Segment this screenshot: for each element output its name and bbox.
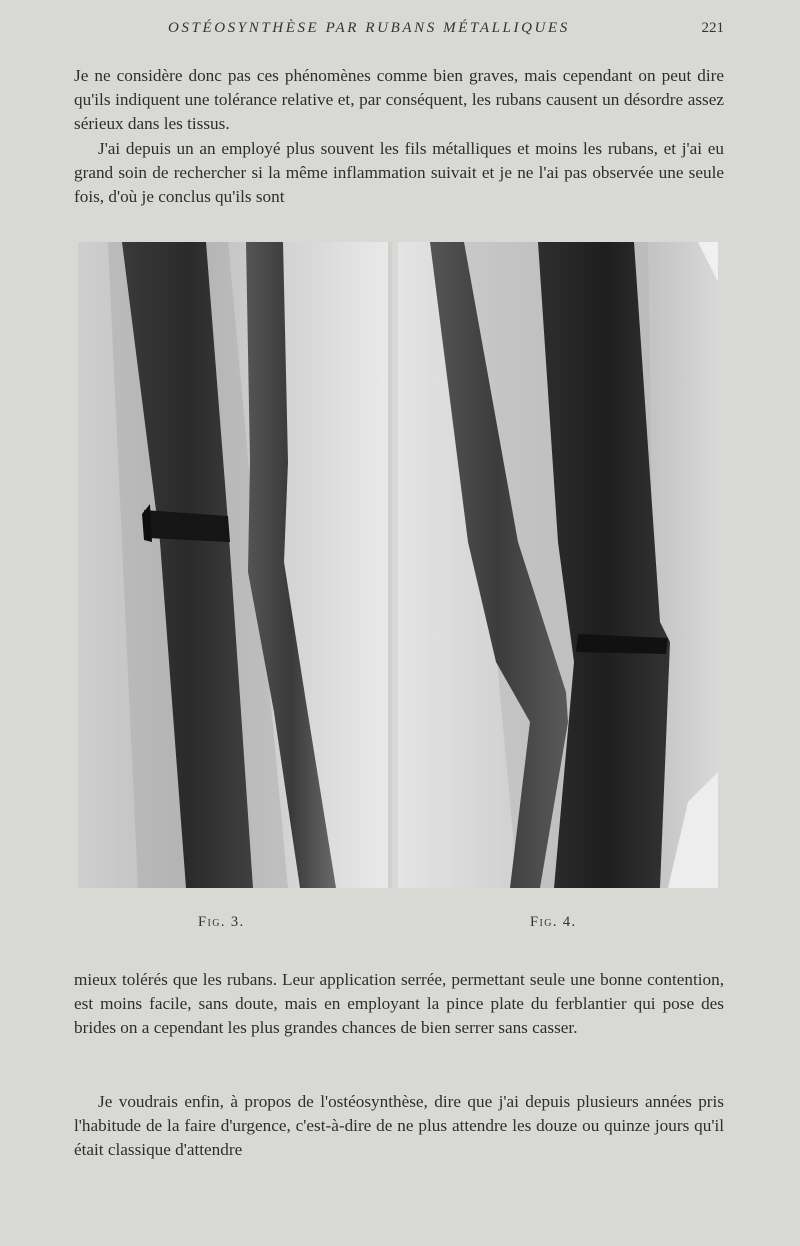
figure-3-radiograph bbox=[78, 242, 392, 888]
radiograph-image-4 bbox=[398, 242, 718, 888]
figure-4-caption: Fig. 4. bbox=[530, 914, 577, 930]
running-title: OSTÉOSYNTHÈSE PAR RUBANS MÉTALLIQUES bbox=[168, 20, 570, 36]
paragraph: J'ai depuis un an employé plus souvent les fils métalliques et moins les rubans, et j'ai eu grand soin de rechercher si la même inflammation suivait et je ne l'ai pas observée une seule fois, d'où je conclus qu'ils sont bbox=[74, 138, 724, 207]
text-block-bottom-1 bbox=[74, 968, 724, 1041]
text-block-top bbox=[74, 64, 724, 209]
paragraph: Je voudrais enfin, à propos de l'ostéosynthèse, dire que j'ai depuis plusieurs années pris l'habitude de la faire d'urgence, c'est-à-dire de ne plus attendre les douze ou quinze jours qu'il était classique d'attendre bbox=[74, 1092, 724, 1160]
radiograph-image-3 bbox=[78, 242, 392, 888]
page-number: 221 bbox=[701, 20, 724, 36]
paragraph: mieux tolérés que les rubans. Leur application serrée, permettant seule une bonne contention, est moins facile, sans doute, mais en employant la pince plate du ferblantier qui pose des brides on a cependant les plus grandes chances de bien serrer sans casser. bbox=[74, 970, 724, 1038]
paragraph: Je ne considère donc pas ces phénomènes comme bien graves, mais cependant on peut dire qu'ils indiquent une tolérance relative et, par conséquent, les rubans causent un désordre assez sérieux dans les tissus. bbox=[74, 66, 724, 134]
running-head bbox=[72, 20, 724, 42]
text-block-bottom-2 bbox=[74, 1090, 724, 1163]
figure-3-caption: Fig. 3. bbox=[198, 914, 245, 930]
figure-4-radiograph bbox=[398, 242, 718, 888]
